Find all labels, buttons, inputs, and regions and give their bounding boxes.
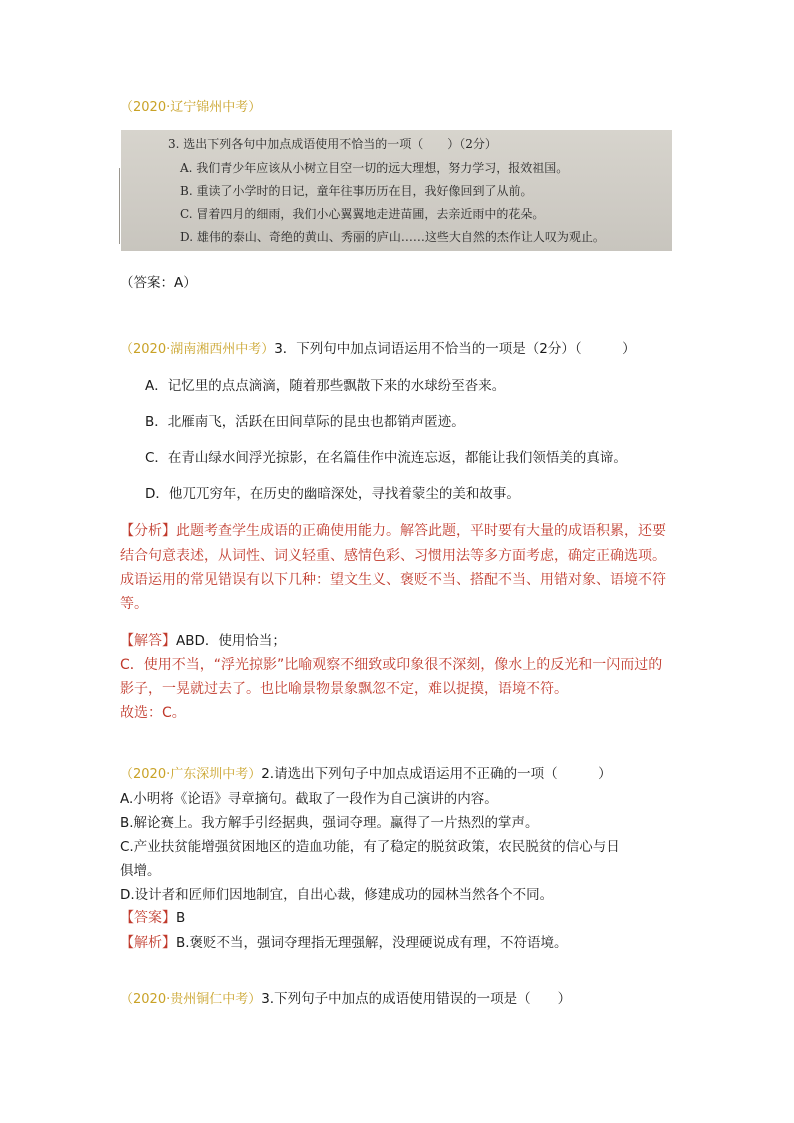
solution-line: C．使用不当，“浮光掠影”比喻观察不细致或印象很不深刻，像水上的反光和一闪而过的	[120, 657, 663, 673]
analysis-line: 此题考查学生成语的正确使用能力。解答此题，平时要有大量的成语积累，还要	[176, 523, 666, 539]
q3-question: 2.请选出下列句子中加点成语运用不正确的一项（ ）	[261, 766, 612, 782]
q1-source: （2020·辽宁锦州中考）	[120, 100, 262, 115]
q3-explain	[120, 931, 568, 952]
q3-option-a: A.小明将《论语》寻章摘句。截取了一段作为自己演讲的内容。	[120, 791, 498, 807]
q3-option-c: C.产业扶贫能增强贫困地区的造血功能，有了稳定的脱贫政策，农民脱贫的信心与日	[120, 839, 620, 855]
q2-option-c: C．在青山绿水间浮光掠影，在名篇佳作中流连忘返，都能让我们领悟美的真谛。	[145, 450, 627, 466]
analysis-line: 结合句意表述，从词性、词义轻重、感情色彩、习惯用法等多方面考虑，确定正确选项。	[120, 548, 666, 564]
answer-tag: 【答案】	[120, 910, 176, 926]
q3-option-c-cont: 俱增。	[120, 863, 161, 879]
photo-line: D. 雄伟的泰山、奇绝的黄山、秀丽的庐山……这些大自然的杰作让人叹为观止。	[180, 230, 605, 244]
q2-analysis	[120, 520, 666, 540]
solution-line: 影子，一晃就过去了。也比喻景物景象飘忽不定，难以捉摸，语境不符。	[120, 681, 568, 697]
q3-header	[120, 762, 612, 782]
q2-source: （2020·湖南湘西州中考）	[120, 342, 275, 357]
q2-solution	[120, 629, 286, 650]
q4-question: 3.下列句子中加点的成语使用错误的一项是（ ）	[261, 991, 572, 1007]
q2-option-d: D．他兀兀穷年，在历史的幽暗深处，寻找着蒙尘的美和故事。	[145, 486, 520, 502]
analysis-line: 等。	[120, 596, 148, 612]
photo-line: A. 我们青少年应该从小树立目空一切的远大理想，努力学习，报效祖国。	[180, 161, 569, 175]
q3-answer	[120, 907, 185, 927]
q2-option-b: B．北雁南飞，活跃在田间草际的昆虫也都销声匿迹。	[145, 414, 465, 430]
photo-line: B. 重读了小学时的日记，童年往事历历在目，我好像回到了从前。	[180, 184, 533, 198]
q4-header	[120, 987, 571, 1007]
question-photo	[121, 130, 672, 251]
explain-text: B.褒贬不当，强词夺理指无理强解，没理硬说成有理，不符语境。	[176, 935, 568, 951]
solution-line: 故选：C。	[120, 705, 186, 721]
q1-answer: （答案：A）	[120, 275, 197, 291]
q4-source: （2020·贵州铜仁中考）	[120, 992, 262, 1007]
photo-line: C. 冒着四月的细雨，我们小心翼翼地走进苗圃，去亲近雨中的花朵。	[180, 207, 545, 221]
analysis-line: 成语运用的常见错误有以下几种：望文生义、褒贬不当、搭配不当、用错对象、语境不符	[120, 572, 666, 588]
solution-first: ABD．使用恰当；	[176, 633, 286, 649]
photo-line: 3. 选出下列各句中加点成语使用不恰当的一项（ ）（2分）	[168, 137, 497, 151]
photo-edge-line	[119, 168, 120, 244]
answer-value: B	[176, 910, 186, 926]
q2-header	[120, 337, 636, 357]
q2-question: 3．下列句中加点词语运用不恰当的一项是（2分）（ ）	[274, 341, 636, 357]
q3-option-d: D.设计者和匠师们因地制宜，自出心裁，修建成功的园林当然各个不同。	[120, 887, 554, 903]
q2-option-a: A．记忆里的点点滴滴，随着那些飘散下来的水球纷至沓来。	[145, 378, 506, 394]
solution-tag: 【解答】	[120, 633, 176, 649]
q3-option-b: B.解论赛上。我方解手引经据典，强词夺理。赢得了一片热烈的掌声。	[120, 815, 539, 831]
explain-tag: 【解析】	[120, 935, 176, 951]
analysis-tag: 【分析】	[120, 523, 176, 539]
q3-source: （2020·广东深圳中考）	[120, 767, 262, 782]
